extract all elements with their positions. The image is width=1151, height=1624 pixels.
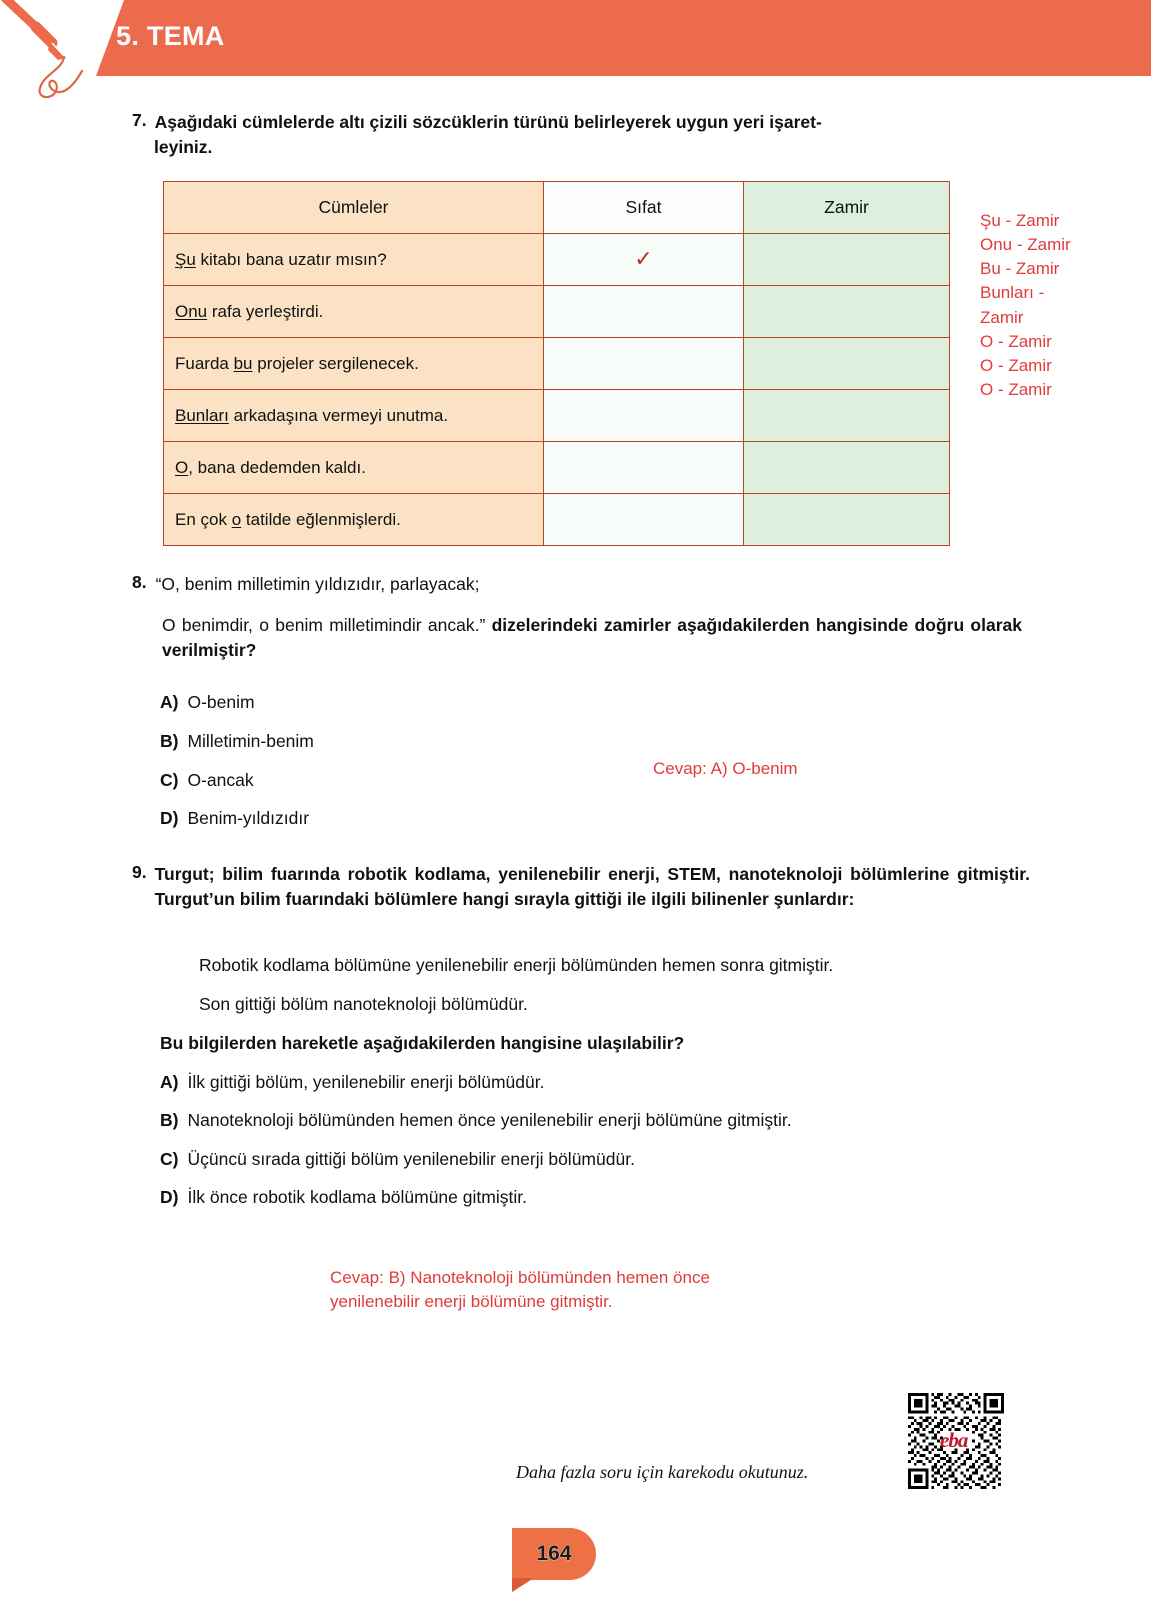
page-badge-tail	[512, 1578, 534, 1592]
underlined-word: Bunları	[175, 405, 229, 425]
question-9-number: 9.	[132, 862, 147, 882]
underlined-word: O	[175, 457, 189, 477]
question-9-answer-key	[330, 1266, 850, 1314]
answer-key-line: Şu - Zamir	[980, 211, 1060, 230]
sifat-checkbox-cell[interactable]	[544, 390, 744, 442]
sentence-cell	[164, 442, 544, 494]
fountain-pen-icon	[0, 0, 110, 108]
question-9-stem: Turgut; bilim fuarında robotik kodlama, yenilenebilir enerji, STEM, nanoteknoloji bölümlerine gitmiştir. Turgut’un bilim fuarındaki bölümlere hangi sırayla gittiği ile ilgili bilinenler şunlardır:	[154, 864, 1030, 909]
question-9-option-a[interactable]	[160, 1072, 544, 1093]
option-letter: B)	[160, 731, 179, 751]
answer-key-line: Onu - Zamir	[980, 235, 1071, 255]
option-letter: D)	[160, 1187, 179, 1207]
option-label: İlk gittiği bölüm, yenilenebilir enerji bölümüdür.	[187, 1072, 545, 1092]
option-label: Milletimin-benim	[187, 731, 314, 751]
sentence-post: arkadaşına vermeyi unutma.	[228, 405, 449, 425]
page-title: 5. TEMA	[116, 21, 225, 51]
table-row	[164, 390, 950, 442]
sifat-checkbox-cell[interactable]	[544, 338, 744, 390]
zamir-checkbox-cell[interactable]	[744, 442, 950, 494]
question-7-number: 7.	[132, 110, 147, 130]
answer-key-line: Bunları -	[980, 283, 1045, 303]
table-row	[164, 442, 950, 494]
zamir-checkbox-cell[interactable]	[744, 234, 950, 286]
table-header-row	[164, 182, 950, 234]
zamir-checkbox-cell[interactable]	[744, 286, 950, 338]
option-label: O-ancak	[187, 770, 254, 790]
zamir-checkbox-cell[interactable]	[744, 338, 950, 390]
answer-key-line: Bu - Zamir	[980, 259, 1060, 279]
check-icon: ✓	[634, 246, 653, 271]
question-9-block	[132, 862, 1030, 912]
question-9-ask: Bu bilgilerden hareketle aşağıdakilerden hangisine ulaşılabilir?	[160, 1033, 685, 1053]
sentence-cell	[164, 286, 544, 338]
answer-key-line: O - Zamir	[980, 379, 1052, 399]
sentence-cell	[164, 338, 544, 390]
option-label: Üçüncü sırada gittiği bölüm yenilenebilir enerji bölümüdür.	[187, 1149, 635, 1169]
answer-key-line: O - Zamir	[980, 355, 1052, 375]
sentence-post: projeler sergilenecek.	[252, 353, 419, 373]
sentence-post: rafa yerleştirdi.	[207, 301, 324, 321]
question-8-option-d[interactable]	[160, 808, 309, 829]
question-7-prompt-line2: leyiniz.	[154, 136, 213, 157]
option-label: Nanoteknoloji bölümünden hemen önce yenilenebilir enerji bölümüne gitmiştir.	[187, 1110, 792, 1130]
question-9-bullet-1: Robotik kodlama bölümüne yenilenebilir enerji bölümünden hemen sonra gitmiştir.	[199, 955, 834, 975]
question-8-ask: dizelerindeki zamirler aşağıdakilerden hangisinde doğru olarak verilmiştir?	[162, 614, 1022, 660]
question-8-answer-key: Cevap: A) O-benim	[653, 759, 798, 778]
answer-key-line: O - Zamir	[980, 331, 1052, 351]
question-9-option-c[interactable]	[160, 1149, 635, 1170]
zamir-checkbox-cell[interactable]	[744, 494, 950, 546]
question-8-quote-line1: “O, benim milletimin yıldızıdır, parlayacak;	[155, 574, 480, 594]
table-row	[164, 234, 950, 286]
answer-key-line: Zamir	[980, 307, 1024, 327]
zamir-checkbox-cell[interactable]	[744, 390, 950, 442]
sifat-checkbox-cell[interactable]	[544, 494, 744, 546]
answer-key-line: yenilenebilir enerji bölümüne gitmiştir.	[330, 1292, 613, 1312]
option-letter: C)	[160, 1149, 179, 1169]
karekod-note: Daha fazla soru için karekodu okutunuz.	[516, 1462, 809, 1482]
option-letter: D)	[160, 808, 179, 828]
eba-logo: eba	[940, 1428, 968, 1452]
option-label: O-benim	[187, 692, 255, 712]
option-label: İlk önce robotik kodlama bölümüne gitmiştir.	[187, 1187, 527, 1207]
column-header-sifat: Sıfat	[544, 182, 744, 234]
table-row	[164, 338, 950, 390]
question-7-block	[132, 110, 1032, 160]
sentence-post: tatilde eğlenmişlerdi.	[241, 509, 401, 529]
table-row	[164, 286, 950, 338]
question-8-quote-line2: O benimdir, o benim milletimindir ancak.”	[162, 614, 486, 635]
question-9-option-d[interactable]	[160, 1187, 527, 1208]
table-row	[164, 494, 950, 546]
option-letter: A)	[160, 1072, 179, 1092]
sentence-cell	[164, 494, 544, 546]
question-8-option-a[interactable]	[160, 692, 255, 713]
answer-key-line: Cevap: B) Nanoteknoloji bölümünden hemen önce	[330, 1268, 710, 1287]
sifat-zamir-table	[163, 181, 950, 546]
underlined-word: o	[231, 509, 242, 529]
sifat-checkbox-cell[interactable]	[544, 442, 744, 494]
question-8-block	[132, 572, 1022, 663]
column-header-zamir: Zamir	[744, 182, 950, 234]
question-8-option-b[interactable]	[160, 731, 314, 752]
underlined-word: Şu	[175, 249, 196, 269]
option-letter: B)	[160, 1110, 179, 1130]
question-7-prompt-line1: Aşağıdaki cümlelerde altı çizili sözcüklerin türünü belirleyerek uygun yeri işaret-	[154, 112, 822, 132]
question-8-option-c[interactable]	[160, 770, 254, 791]
option-letter: A)	[160, 692, 179, 712]
underlined-word: bu	[233, 353, 253, 373]
option-label: Benim-yıldızıdır	[187, 808, 310, 828]
sifat-checkbox-cell[interactable]	[544, 286, 744, 338]
option-letter: C)	[160, 770, 179, 790]
sentence-cell	[164, 390, 544, 442]
sentence-post: kitabı bana uzatır mısın?	[195, 249, 387, 269]
page-number: 164	[536, 1542, 572, 1565]
question-9-option-b[interactable]	[160, 1110, 792, 1131]
question-9-bullet-2: Son gittiği bölüm nanoteknoloji bölümüdür.	[199, 994, 528, 1014]
question-8-number: 8.	[132, 572, 147, 592]
theme-header-band	[96, 0, 1151, 76]
sifat-checkbox-cell[interactable]	[544, 234, 744, 286]
sentence-pre: Fuarda	[175, 353, 234, 373]
question-7-answer-key	[980, 209, 1148, 402]
sentence-pre: En çok	[175, 509, 232, 529]
page-number-badge	[512, 1528, 596, 1588]
column-header-cumleler: Cümleler	[164, 182, 544, 234]
underlined-word: Onu	[175, 301, 208, 321]
sentence-cell	[164, 234, 544, 286]
sentence-post: , bana dedemden kaldı.	[188, 457, 366, 477]
